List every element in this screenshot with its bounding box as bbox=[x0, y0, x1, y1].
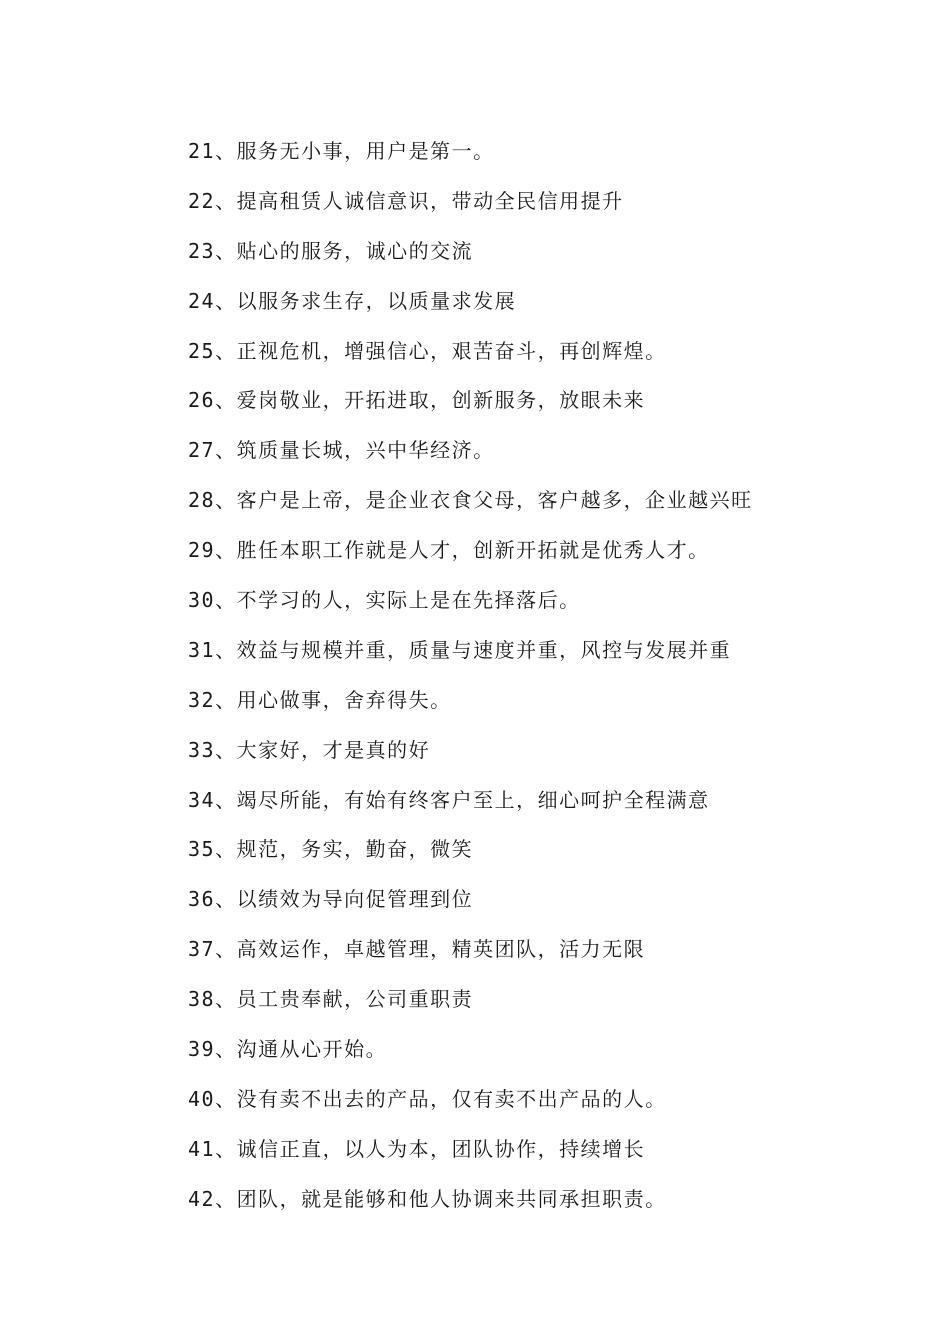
list-item: 26、爱岗敬业，开拓进取，创新服务，放眼未来 bbox=[188, 388, 646, 413]
list-item: 42、团队，就是能够和他人协调来共同承担职责。 bbox=[188, 1186, 667, 1211]
list-item: 22、提高租赁人诚信意识，带动全民信用提升 bbox=[188, 188, 624, 213]
list-item: 40、没有卖不出去的产品，仅有卖不出产品的人。 bbox=[188, 1086, 667, 1111]
list-item: 41、诚信正直，以人为本，团队协作，持续增长 bbox=[188, 1136, 646, 1161]
list-item: 34、竭尽所能，有始有终客户至上，细心呵护全程满意 bbox=[188, 787, 710, 812]
list-item: 24、以服务求生存，以质量求发展 bbox=[188, 288, 517, 313]
slogan-list bbox=[188, 136, 753, 1234]
list-item: 21、服务无小事，用户是第一。 bbox=[188, 139, 495, 163]
list-item: 23、贴心的服务，诚心的交流 bbox=[188, 238, 474, 263]
list-item: 36、以绩效为导向促管理到位 bbox=[188, 887, 474, 912]
list-item: 25、正视危机，增强信心，艰苦奋斗，再创辉煌。 bbox=[188, 338, 667, 363]
list-item: 29、胜任本职工作就是人才，创新开拓就是优秀人才。 bbox=[188, 538, 710, 563]
list-item: 30、不学习的人，实际上是在先择落后。 bbox=[188, 588, 581, 613]
list-item: 35、规范，务实，勤奋，微笑 bbox=[188, 837, 474, 862]
list-item: 33、大家好，才是真的好 bbox=[188, 737, 431, 762]
list-item: 28、客户是上帝，是企业衣食父母，客户越多，企业越兴旺 bbox=[188, 488, 753, 513]
list-item: 32、用心做事，舍弃得失。 bbox=[188, 687, 452, 712]
list-item: 39、沟通从心开始。 bbox=[188, 1037, 388, 1062]
list-item: 27、筑质量长城，兴中华经济。 bbox=[188, 438, 495, 463]
list-item: 31、效益与规模并重，质量与速度并重，风控与发展并重 bbox=[188, 637, 732, 662]
list-item: 37、高效运作，卓越管理，精英团队，活力无限 bbox=[188, 937, 646, 962]
list-item: 38、员工贵奉献，公司重职责 bbox=[188, 987, 474, 1012]
